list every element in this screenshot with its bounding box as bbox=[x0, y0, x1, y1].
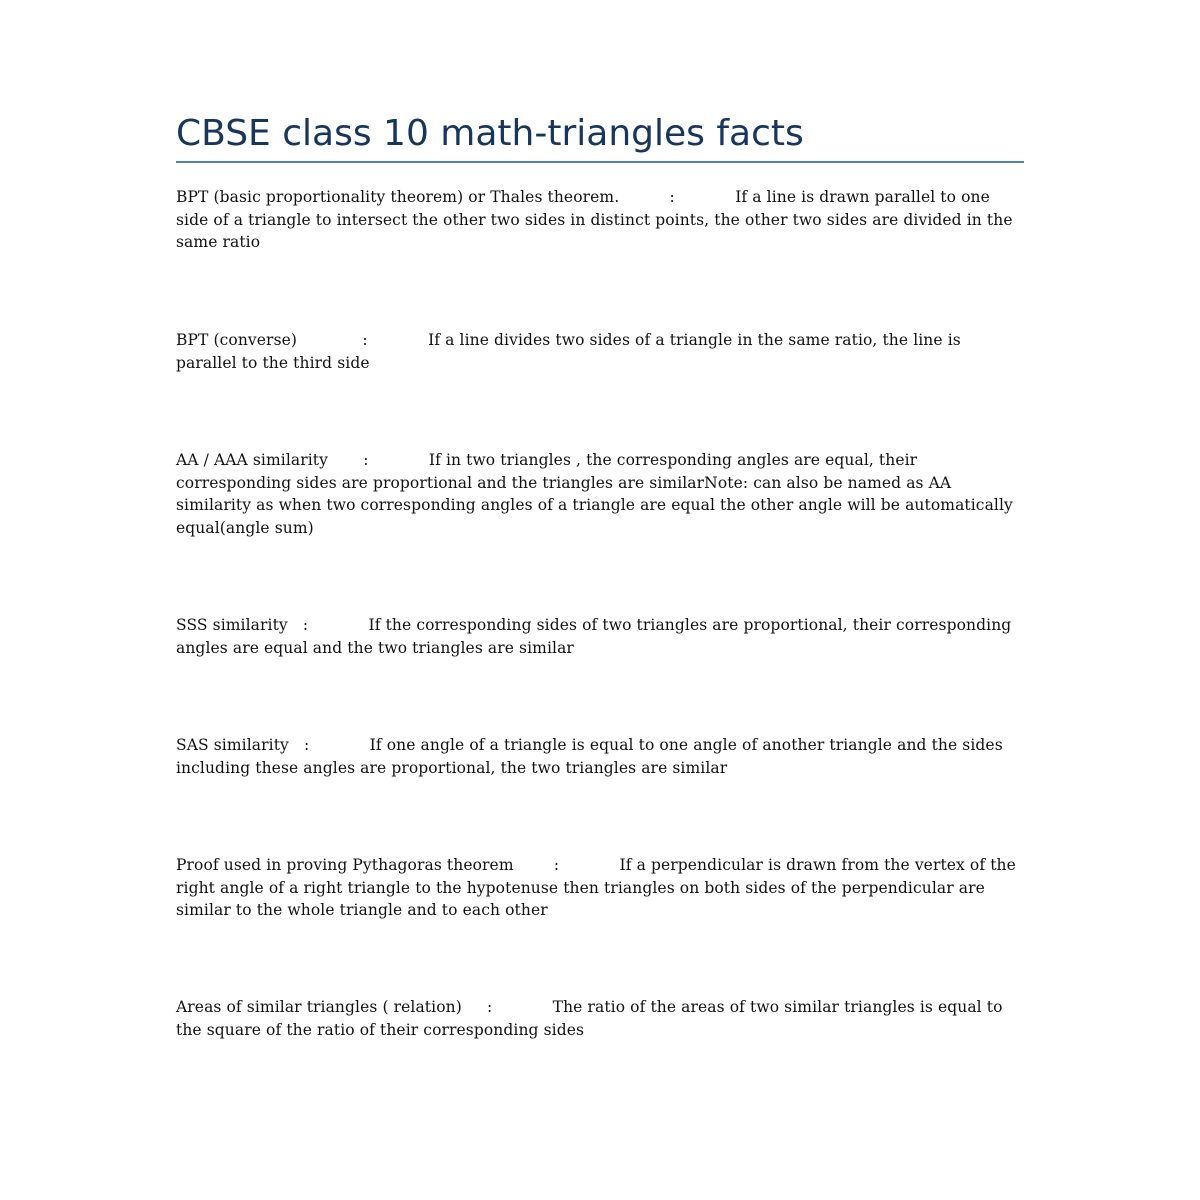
fact-paragraph bbox=[176, 854, 1021, 922]
fact-definition: If one angle of a triangle is equal to one angle of another triangle and the sides including these angles are proportional, the two triangles are similar bbox=[176, 736, 1003, 777]
fact-term: AA / AAA similarity bbox=[176, 451, 328, 469]
fact-separator: : bbox=[362, 331, 368, 349]
fact-separator: : bbox=[553, 856, 560, 874]
fact-term: Areas of similar triangles ( relation) bbox=[176, 998, 462, 1016]
document-title: CBSE class 10 math-triangles facts bbox=[176, 113, 804, 154]
title-underline bbox=[176, 161, 1024, 163]
fact-definition: If a line divides two sides of a triangle in the same ratio, the line is parallel to the third side bbox=[176, 331, 961, 372]
fact-definition: If a perpendicular is drawn from the vertex of the right angle of a right triangle to the hypotenuse then triangles on both sides of the perpendicular are similar to the whole triangle and to each other bbox=[176, 856, 1016, 920]
fact-paragraph bbox=[176, 186, 1021, 254]
fact-term: SSS similarity bbox=[176, 616, 288, 634]
fact-separator: : bbox=[303, 736, 310, 754]
fact-paragraph bbox=[176, 996, 1021, 1041]
fact-separator: : bbox=[669, 188, 675, 206]
fact-definition: If in two triangles , the corresponding angles are equal, their corresponding sides are proportional and the triangles are similarNote: can also be named as AA similarity as when two corresponding angles of a triangle are equal the other angle will be automatically equal(angle sum) bbox=[176, 451, 1013, 537]
fact-term: BPT (basic proportionality theorem) or Thales theorem. bbox=[176, 188, 620, 206]
fact-term: SAS similarity bbox=[176, 736, 289, 754]
fact-separator: : bbox=[363, 451, 369, 469]
fact-definition: If a line is drawn parallel to one side of a triangle to intersect the other two sides in distinct points, the other two sides are divided in the same ratio bbox=[176, 188, 1013, 252]
fact-definition: If the corresponding sides of two triangles are proportional, their corresponding angles are equal and the two triangles are similar bbox=[176, 616, 1012, 657]
fact-separator: : bbox=[302, 616, 309, 634]
fact-paragraph bbox=[176, 614, 1021, 659]
fact-paragraph bbox=[176, 449, 1021, 539]
fact-term: Proof used in proving Pythagoras theorem bbox=[176, 856, 514, 874]
fact-paragraph bbox=[176, 734, 1021, 779]
fact-separator: : bbox=[487, 998, 493, 1016]
fact-term: BPT (converse) bbox=[176, 331, 298, 349]
fact-paragraph bbox=[176, 329, 1021, 374]
fact-definition: The ratio of the areas of two similar triangles is equal to the square of the ratio of their corresponding sides bbox=[176, 998, 1003, 1039]
